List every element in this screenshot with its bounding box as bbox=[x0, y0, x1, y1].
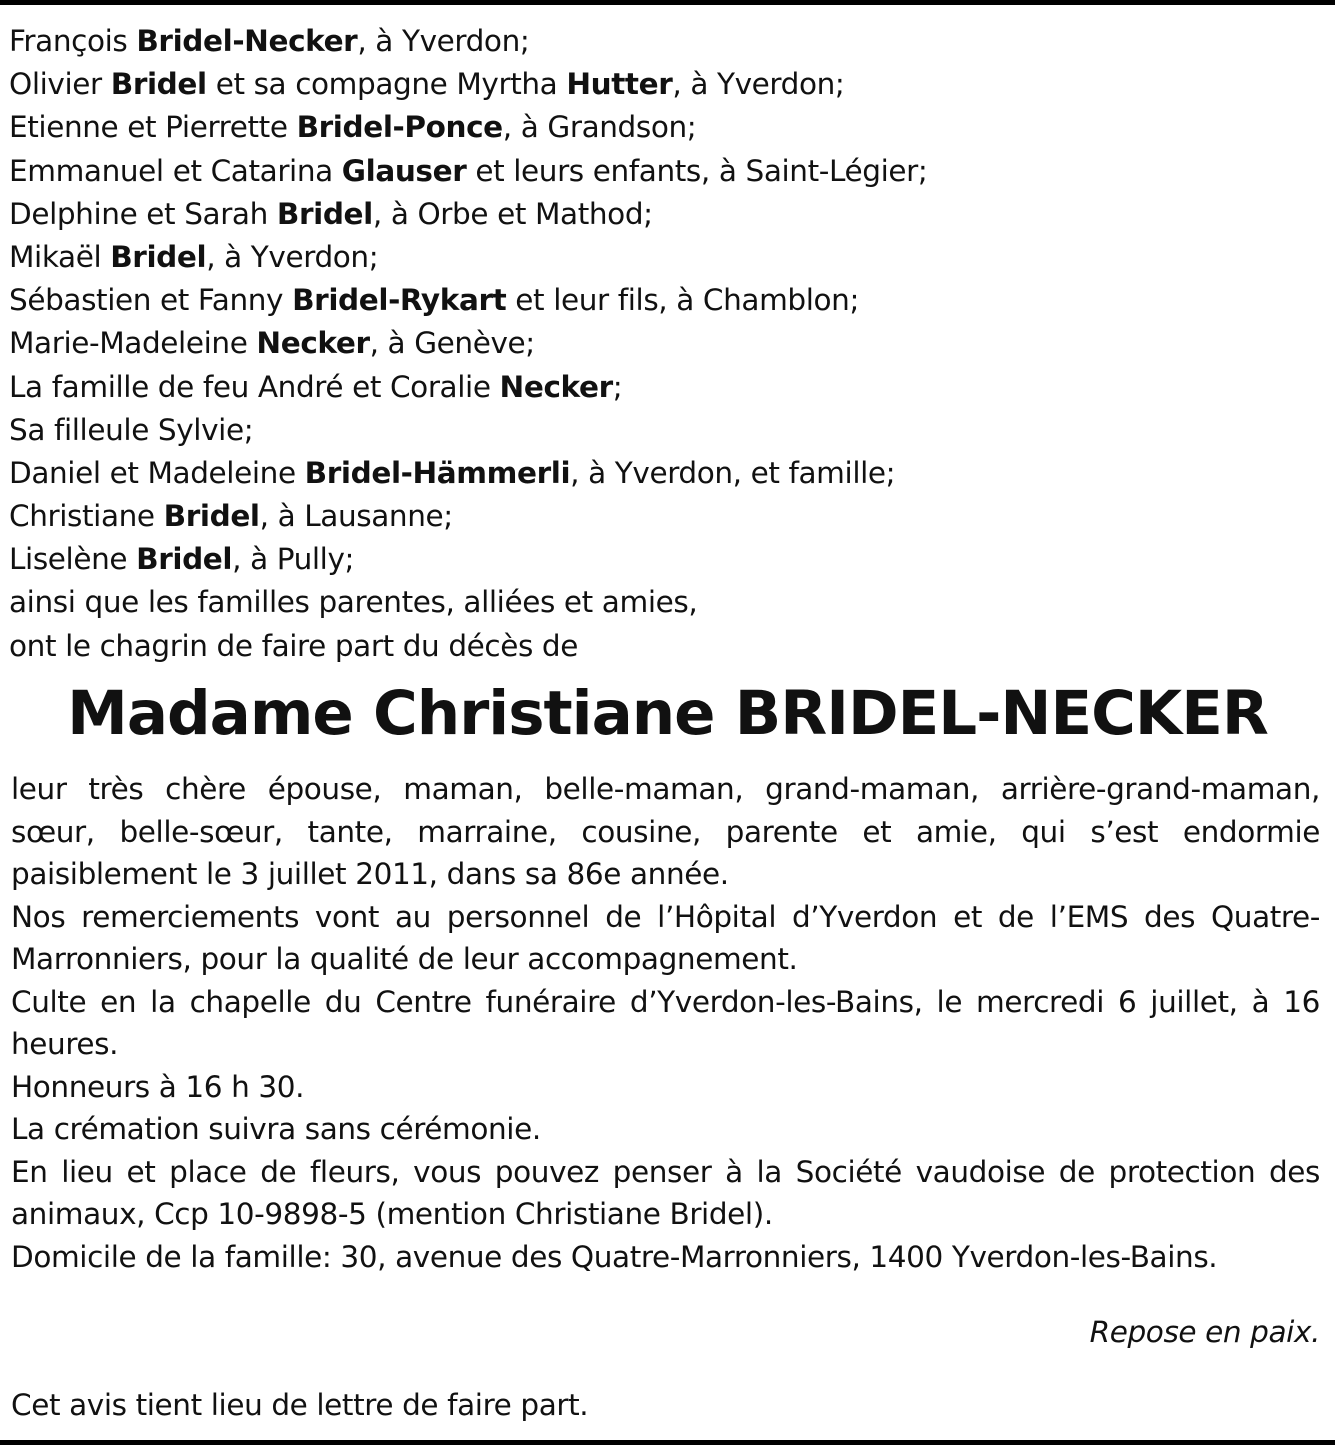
paragraph: Domicile de la famille: 30, avenue des Quatre-Marronniers, 1400 Yverdon-les-Bains. bbox=[11, 1239, 1218, 1274]
paragraph: En lieu et place de fleurs, vous pouvez penser à la Société vaudoise de protection des animaux, Ccp 10-9898-5 (mention Christiane Bridel). bbox=[11, 1154, 1320, 1231]
family-line: François Bridel-Necker, à Yverdon; bbox=[9, 24, 530, 58]
family-line: La famille de feu André et Coralie Necker; bbox=[9, 369, 623, 404]
footer-note: Cet avis tient lieu de lettre de faire part. bbox=[11, 1388, 589, 1422]
family-line: Sa filleule Sylvie; bbox=[9, 412, 254, 447]
paragraph: leur très chère épouse, maman, belle-maman, grand-maman, arrière-grand-maman, sœur, belle-sœur, tante, marraine, cousine, parente et amie, qui s’est endormie paisiblement le 3 juillet 2011, dans sa 86e année. bbox=[11, 772, 1320, 891]
bottom-rule bbox=[0, 1440, 1335, 1445]
paragraph: La crémation suivra sans cérémonie. bbox=[11, 1112, 541, 1146]
family-line: Mikaël Bridel, à Yverdon; bbox=[9, 239, 379, 274]
family-line: ainsi que les familles parentes, alliées et amies, bbox=[9, 585, 698, 620]
paragraph: Honneurs à 16 h 30. bbox=[11, 1069, 305, 1104]
paragraph: Nos remerciements vont au personnel de l’Hôpital d’Yverdon et de l’EMS des Quatre-Marronniers, pour la qualité de leur accompagnement. bbox=[11, 899, 1320, 976]
family-line: ont le chagrin de faire part du décès de bbox=[9, 628, 578, 663]
paragraph: Culte en la chapelle du Centre funéraire d’Yverdon-les-Bains, le mercredi 6 juillet, à 16 heures. bbox=[11, 984, 1320, 1061]
family-line: Christiane Bridel, à Lausanne; bbox=[9, 499, 453, 534]
top-rule bbox=[0, 0, 1335, 5]
notice-body bbox=[11, 768, 1320, 1278]
family-line: Etienne et Pierrette Bridel-Ponce, à Grandson; bbox=[9, 110, 697, 145]
closing-phrase: Repose en paix. bbox=[1089, 1315, 1320, 1349]
family-line: Delphine et Sarah Bridel, à Orbe et Mathod; bbox=[9, 196, 653, 231]
family-line: Marie-Madeleine Necker, à Genève; bbox=[9, 326, 535, 361]
family-line: Sébastien et Fanny Bridel-Rykart et leur fils, à Chamblon; bbox=[9, 283, 860, 318]
family-list bbox=[9, 20, 1329, 668]
family-line: Daniel et Madeleine Bridel-Hämmerli, à Yverdon, et famille; bbox=[9, 455, 896, 490]
family-line: Emmanuel et Catarina Glauser et leurs enfants, à Saint-Légier; bbox=[9, 153, 928, 188]
deceased-name: Madame Christiane BRIDEL-NECKER bbox=[67, 678, 1268, 749]
family-line: Liselène Bridel, à Pully; bbox=[9, 542, 355, 577]
family-line: Olivier Bridel et sa compagne Myrtha Hutter, à Yverdon; bbox=[9, 67, 845, 102]
